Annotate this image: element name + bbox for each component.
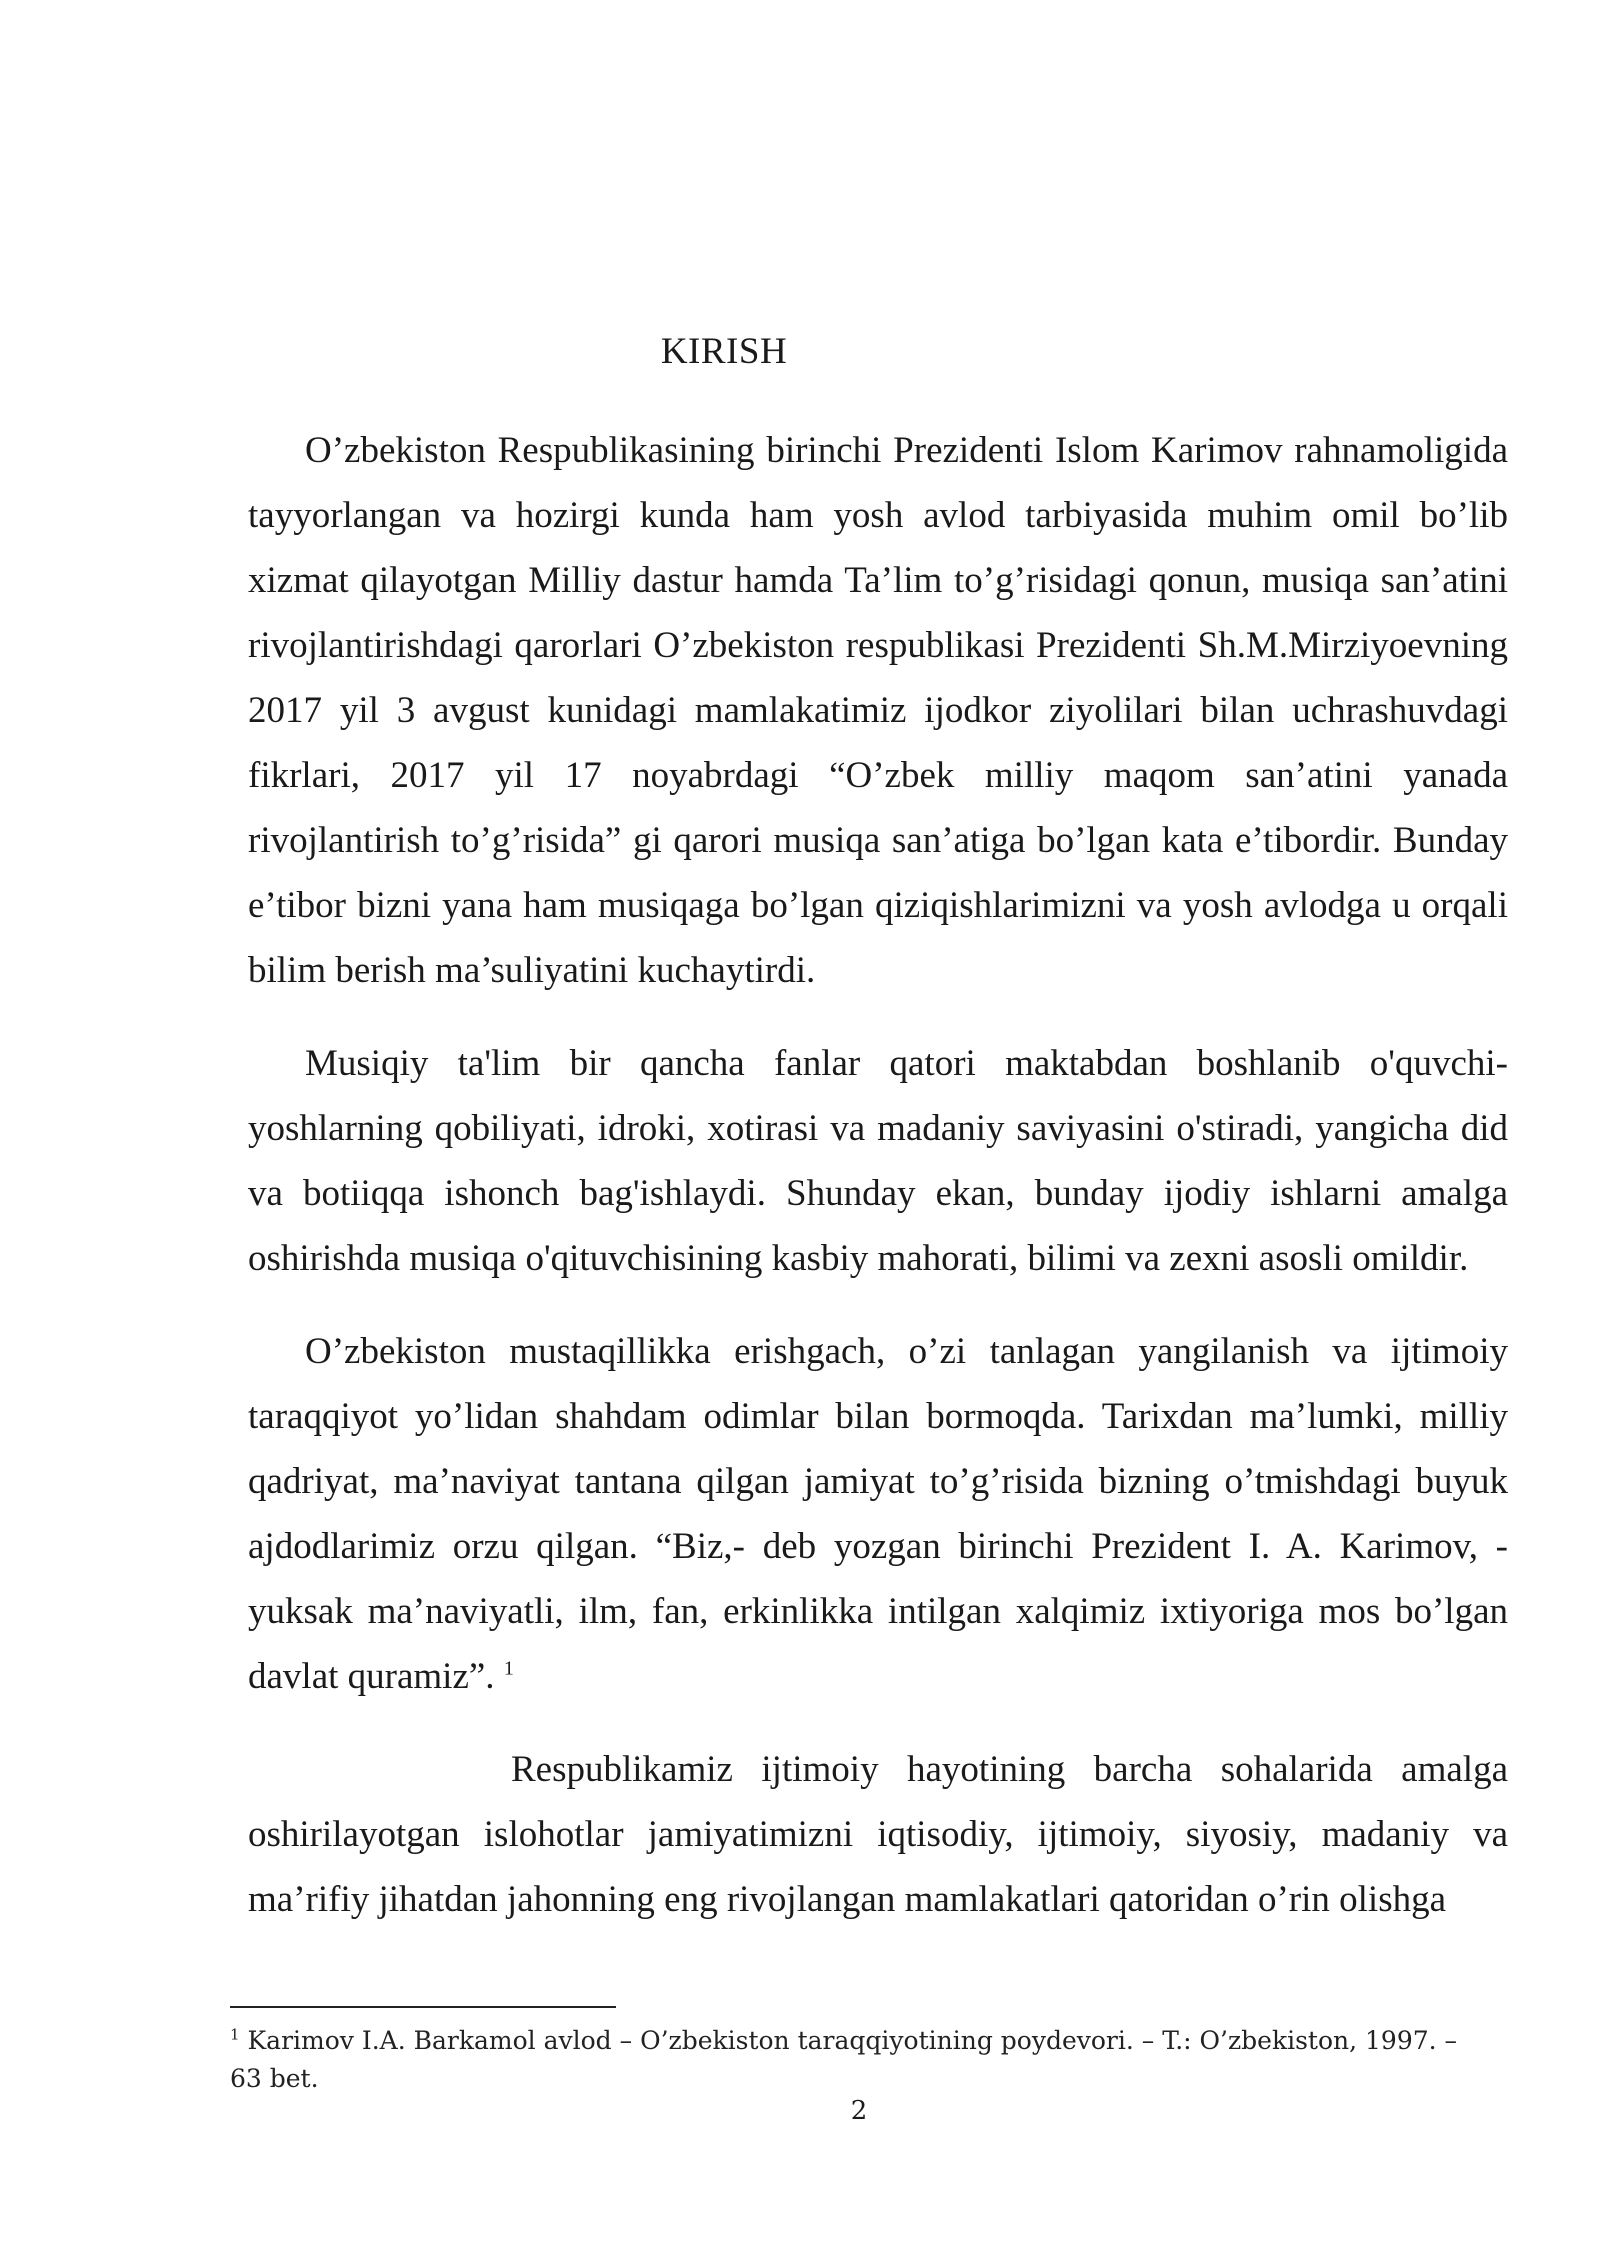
paragraph [248, 418, 1508, 1003]
paragraph [248, 1031, 1508, 1291]
footnote-separator [230, 2006, 616, 2008]
footnote [230, 2022, 1470, 2098]
paragraph [248, 1319, 1508, 1709]
paragraph-text: O’zbekiston mustaqillikka erishgach, o’zi tanlagan yangilanish va ijtimoiy taraqqiyot yo’lidan shahdam odimlar bilan bormoqda. Tarixdan ma’lumki, milliy qadriyat, ma’naviyat tantana qilgan jamiyat to’g’risida bizning o’tmishdagi buyuk ajdodlarimiz orzu qilgan. “Biz,- deb yozgan birinchi Prezident I. A. Karimov, - yuksak ma’naviyatli, ilm, fan, erkinlikka intilgan xalqimiz ixtiyoriga mos bo’lgan davlat quramiz”. [248, 1331, 1508, 1697]
footnote-reference[interactable]: 1 [503, 1657, 514, 1680]
footnote-marker: 1 [230, 2025, 240, 2044]
paragraph-text: O’zbekiston Respublikasining birinchi Prezidenti Islom Karimov rahnamoligida tayyorlangan va hozirgi kunda ham yosh avlod tarbiyasida muhim omil bo’lib xizmat qilayotgan Milliy dastur hamda Ta’lim to’g’risidagi qonun, musiqa san’atini rivojlantirishdagi qarorlari O’zbekiston respublikasi Prezidenti Sh.M.Mirziyoevning 2017 yil 3 avgust kunidagi mamlakatimiz ijodkor ziyolilari bilan uchrashuvdagi fikrlari, 2017 yil 17 noyabrdagi “O’zbek milliy maqom san’atini yanada rivojlantirish to’g’risida” gi qarori musiqa san’atiga bo’lgan kata e’tibordir. Bunday e’tibor bizni yana ham musiqaga bo’lgan qiziqishlarimizni va yosh avlodga u orqali bilim berish ma’suliyatini kuchaytirdi. [248, 430, 1508, 991]
paragraph-text: Respublikamiz ijtimoiy hayotining barcha sohalarida amalga oshirilayotgan islohotlar jamiyatimizni iqtisodiy, ijtimoiy, siyosiy, madaniy va ma’rifiy jihatdan jahonning eng rivojlangan mamlakatlari qatoridan o’rin olishga [248, 1749, 1508, 1920]
paragraph [248, 1737, 1508, 1932]
paragraph-text: Musiqiy ta'lim bir qancha fanlar qatori maktabdan boshlanib o'quvchi-yoshlarning qobiliyati, idroki, xotirasi va madaniy saviyasini o'stiradi, yangicha did va botiiqqa ishonch bag'ishlaydi. Shunday ekan, bunday ijodiy ishlarni amalga oshirishda musiqa o'qituvchisining kasbiy mahorati, bilimi va zexni asosli omildir. [248, 1043, 1508, 1279]
footnote-text: Karimov I.A. Barkamol avlod – O’zbekiston taraqqiyotining poydevori. – T.: O’zbekiston, 1997. – 63 bet. [230, 2026, 1458, 2093]
section-title: KIRISH [660, 331, 788, 372]
body-text [248, 418, 1508, 1960]
page-number: 2 [850, 2096, 868, 2126]
